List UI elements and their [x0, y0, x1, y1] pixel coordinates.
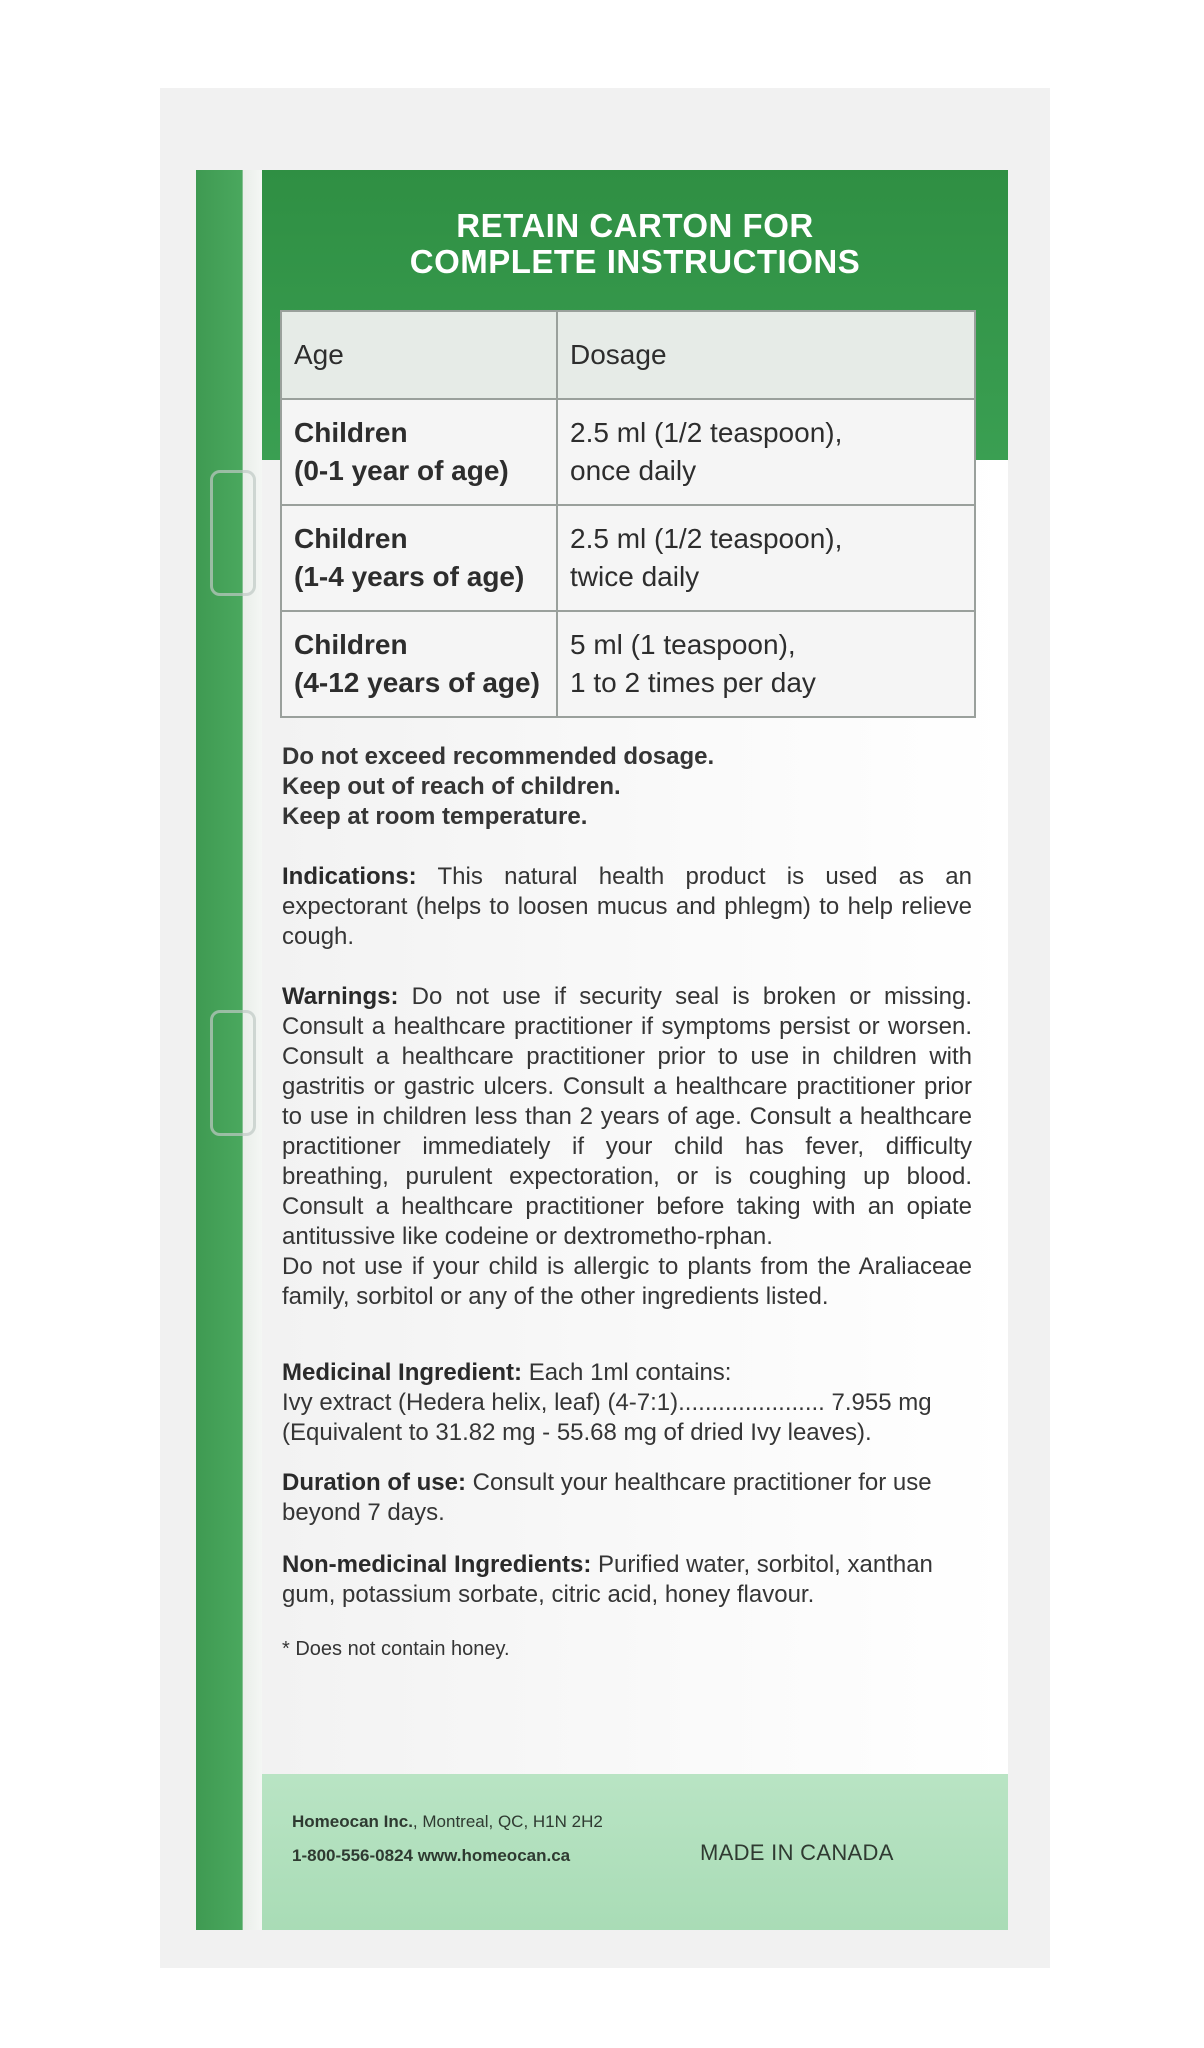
indications-section	[282, 862, 972, 952]
allergy-warning: Do not use if your child is allergic to plants from the Araliaceae family, sorbitol or any of the other ingredients listed.	[282, 1253, 972, 1310]
caution-statements	[282, 742, 972, 832]
age-cell: Children (4-12 years of age)	[281, 611, 557, 717]
retain-carton-heading	[262, 208, 1008, 280]
nonmedicinal-text: Purified water, sorbitol, xanthan gum, potassium sorbate, citric acid, honey flavour.	[282, 1551, 933, 1608]
dosage-cell: 2.5 ml (1/2 teaspoon), once daily	[557, 399, 975, 505]
heading-line-2: COMPLETE INSTRUCTIONS	[409, 243, 861, 280]
contact-line: 1-800-556-0824 www.homeocan.ca	[292, 1846, 571, 1865]
nonmedicinal-label: Non-medicinal Ingredients:	[282, 1551, 592, 1578]
ingredient-equivalent: (Equivalent to 31.82 mg - 55.68 mg of dried Ivy leaves).	[282, 1419, 872, 1446]
duration-text: Consult your healthcare practitioner for use beyond 7 days.	[282, 1469, 932, 1526]
warnings-text: Do not use if security seal is broken or missing. Consult a healthcare practitioner if symptoms persist or worsen. Consult a healthcare practitioner prior to use in children with gastritis or gastric ulcers. Consult a healthcare practitioner prior to use in children less than 2 years of age. Consult a healthcare practitioner immediately if your child has fever, difficulty breathing, purulent expectoration, or is coughing up blood. Consult a healthcare practitioner before taking with an opiate antitussive like codeine or dextrometho-rphan.	[282, 983, 972, 1250]
nonmedicinal-section	[282, 1550, 972, 1610]
duration-label: Duration of use:	[282, 1469, 466, 1496]
table-header-row	[281, 311, 975, 399]
dosage-cell: 5 ml (1 teaspoon), 1 to 2 times per day	[557, 611, 975, 717]
warnings-section	[282, 982, 972, 1312]
age-column-header: Age	[281, 311, 557, 399]
table-row	[281, 399, 975, 505]
side-print-mark	[210, 470, 256, 596]
caution-line: Do not exceed recommended dosage.	[282, 743, 715, 770]
ingredient-line: Ivy extract (Hedera helix, leaf) (4-7:1)...................... 7.955 mg	[282, 1389, 932, 1416]
footer-band	[262, 1774, 1008, 1930]
dosage-cell: 2.5 ml (1/2 teaspoon), twice daily	[557, 505, 975, 611]
indications-text: This natural health product is used as an expectorant (helps to loosen mucus and phlegm) to help relieve cough.	[282, 863, 972, 950]
medicinal-ingredient-section	[282, 1358, 972, 1448]
table-row	[281, 611, 975, 717]
table-row	[281, 505, 975, 611]
side-print-mark	[210, 1010, 256, 1136]
caution-line: Keep at room temperature.	[282, 803, 588, 830]
indications-label: Indications:	[282, 863, 417, 890]
dosage-column-header: Dosage	[557, 311, 975, 399]
heading-line-1: RETAIN CARTON FOR	[456, 207, 814, 244]
caution-line: Keep out of reach of children.	[282, 773, 621, 800]
warnings-label: Warnings:	[282, 983, 399, 1010]
age-cell: Children (1-4 years of age)	[281, 505, 557, 611]
dosage-table	[280, 310, 976, 718]
age-cell: Children (0-1 year of age)	[281, 399, 557, 505]
medicinal-label: Medicinal Ingredient:	[282, 1359, 523, 1386]
company-address: Homeocan Inc., Montreal, QC, H1N 2H2	[292, 1812, 603, 1831]
carton-back-panel	[262, 170, 1008, 1930]
duration-section	[282, 1468, 972, 1528]
honey-footnote: * Does not contain honey.	[282, 1638, 510, 1660]
made-in-label: MADE IN CANADA	[700, 1840, 894, 1865]
medicinal-intro: Each 1ml contains:	[528, 1359, 732, 1386]
